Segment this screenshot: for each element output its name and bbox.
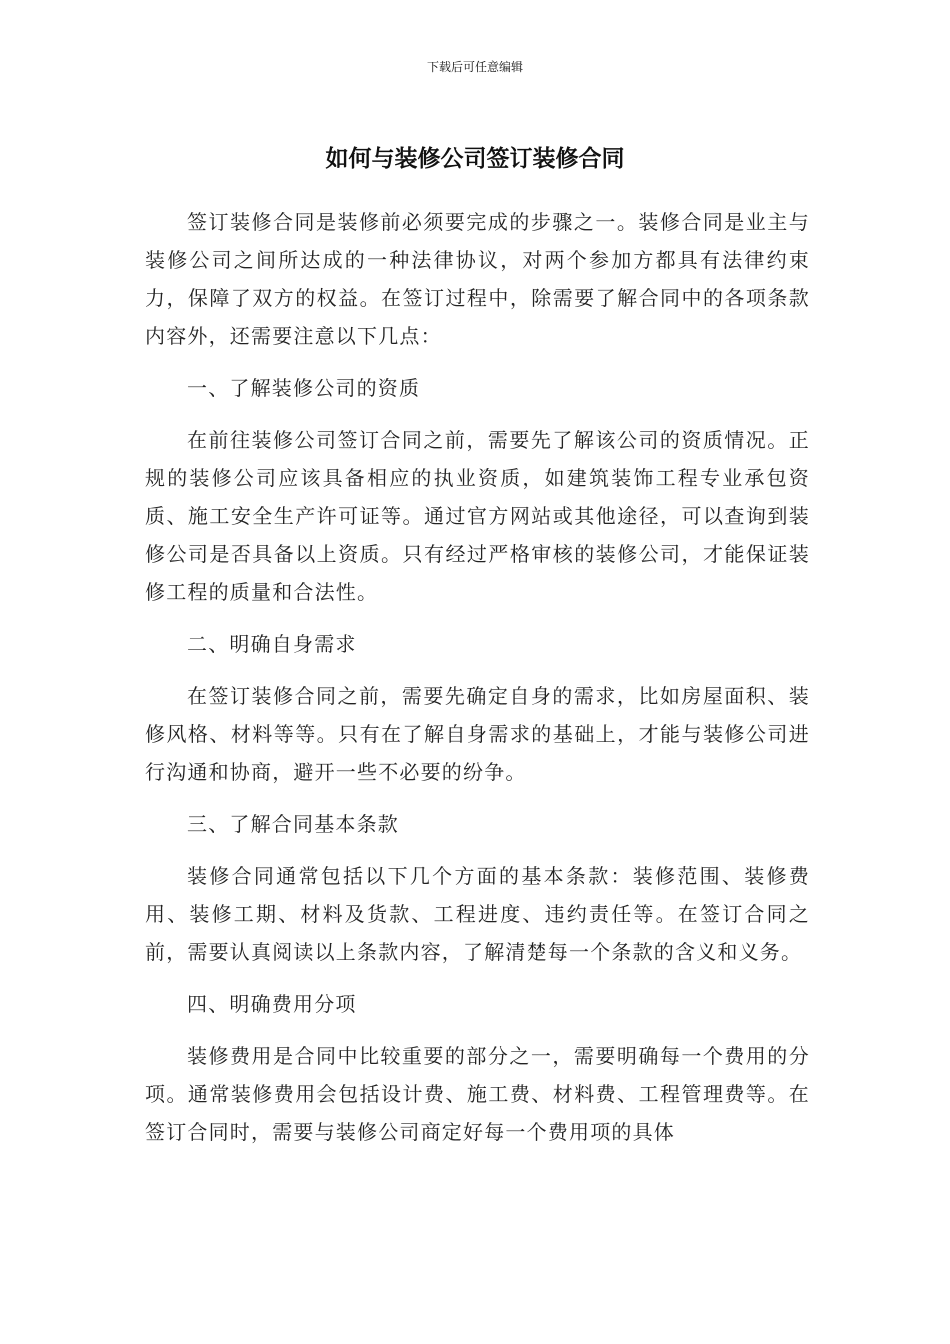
document-body: [145, 203, 810, 1151]
section-heading-1: 一、了解装修公司的资质: [187, 376, 421, 400]
document-title: 如何与装修公司签订装修合同: [325, 146, 625, 172]
section-heading-2: 二、明确自身需求: [187, 632, 357, 656]
section-body-2: 在签订装修合同之前，需要先确定自身的需求，比如房屋面积、装修风格、材料等等。只有在了解自身需求的基础上，才能与装修公司进行沟通和协商，避开一些不必要的纷争。: [145, 684, 810, 784]
section-body-4: 装修费用是合同中比较重要的部分之一，需要明确每一个费用的分项。通常装修费用会包括设计费、施工费、材料费、工程管理费等。在签订合同时，需要与装修公司商定好每一个费用项的具体: [145, 1044, 810, 1144]
section-body-3: 装修合同通常包括以下几个方面的基本条款：装修范围、装修费用、装修工期、材料及货款、工程进度、违约责任等。在签订合同之前，需要认真阅读以上条款内容，了解清楚每一个条款的含义和义务。: [145, 864, 810, 964]
intro-paragraph: 签订装修合同是装修前必须要完成的步骤之一。装修合同是业主与装修公司之间所达成的一种法律协议，对两个参加方都具有法律约束力，保障了双方的权益。在签订过程中，除需要了解合同中的各项条款内容外，还需要注意以下几点：: [145, 210, 810, 348]
header-note: 下载后可任意编辑: [426, 60, 523, 74]
section-heading-3: 三、了解合同基本条款: [187, 812, 399, 836]
section-body-1: 在前往装修公司签订合同之前，需要先了解该公司的资质情况。正规的装修公司应该具备相应的执业资质，如建筑装饰工程专业承包资质、施工安全生产许可证等。通过官方网站或其他途径，可以查询到装修公司是否具备以上资质。只有经过严格审核的装修公司，才能保证装修工程的质量和合法性。: [145, 428, 810, 604]
section-heading-4: 四、明确费用分项: [187, 992, 357, 1016]
